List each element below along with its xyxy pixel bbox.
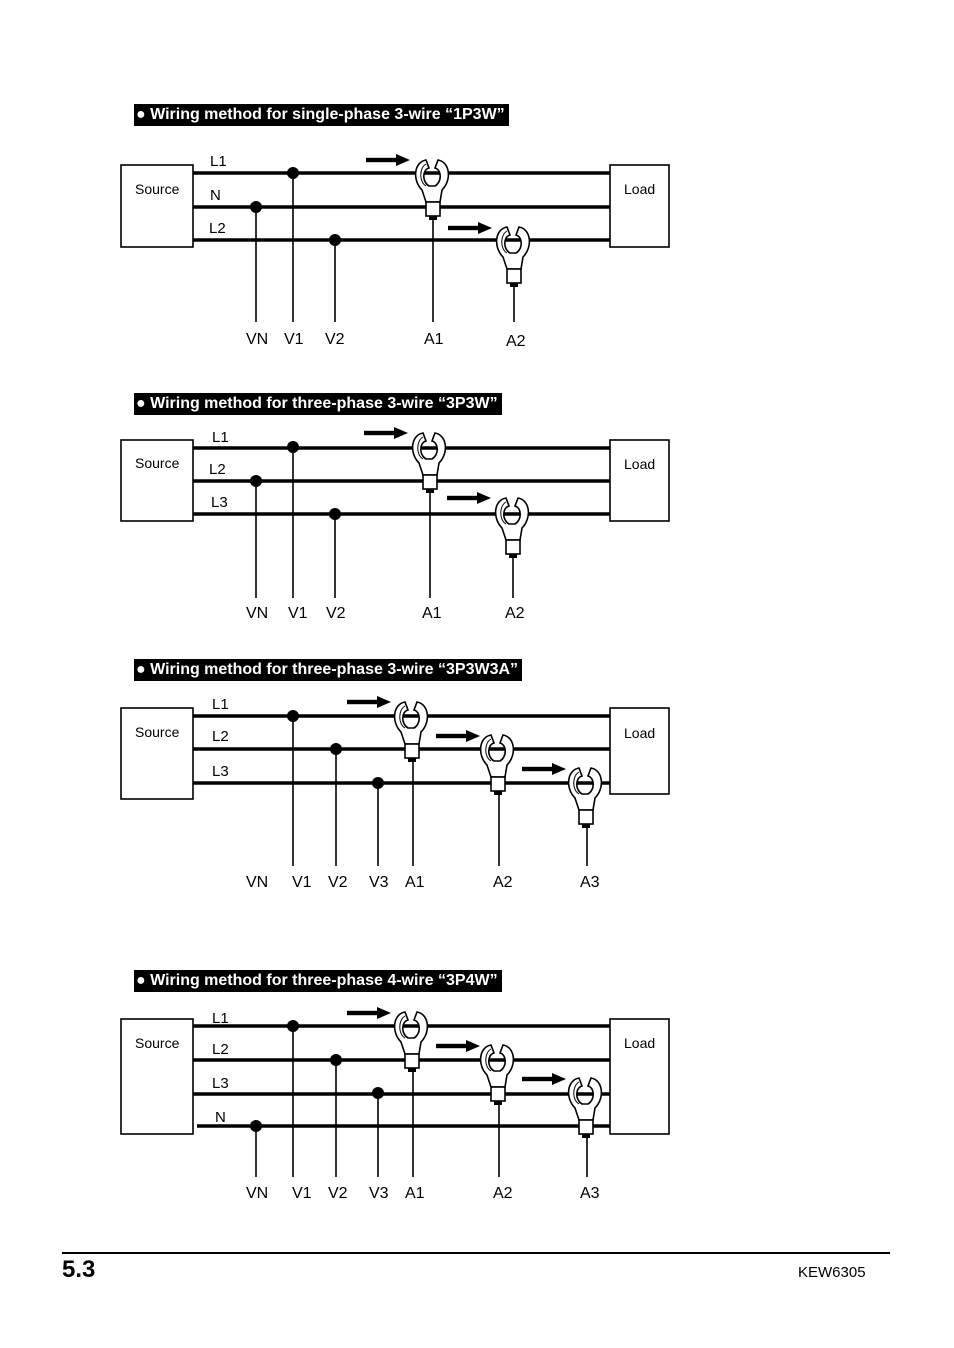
current-arrow (366, 154, 410, 166)
clamp-sensor-icon (395, 1012, 428, 1072)
diagram-3p4w (121, 1007, 669, 1202)
load-label: Load (624, 181, 656, 197)
clamp-sensor-icon (413, 433, 446, 493)
load-box (610, 165, 669, 247)
current-arrow (522, 763, 566, 775)
source-label: Source (135, 455, 180, 471)
probe-label: A2 (506, 333, 526, 350)
clamp-sensor-icon (569, 1078, 602, 1138)
current-arrow (436, 730, 480, 742)
line-label: L3 (212, 763, 229, 780)
junction-dot (250, 201, 262, 213)
junction-dot (250, 475, 262, 487)
probe-label: A2 (505, 605, 525, 622)
probe-label: V2 (325, 331, 345, 348)
probe-label: A2 (493, 874, 513, 891)
line-label: L2 (212, 728, 229, 745)
junction-dot (329, 234, 341, 246)
line-label: N (210, 187, 221, 204)
source-label: Source (135, 724, 180, 740)
line-label: L2 (209, 220, 226, 237)
junction-dot (372, 777, 384, 789)
junction-dot (287, 167, 299, 179)
probe-label: V2 (326, 605, 346, 622)
line-label: L3 (211, 494, 228, 511)
load-box (610, 708, 669, 794)
probe-label: A3 (580, 874, 600, 891)
section-title-1p3w: ● Wiring method for single-phase 3-wire “1P3W” (134, 104, 509, 126)
source-label: Source (135, 1035, 180, 1051)
line-label: L1 (212, 1010, 229, 1027)
model-name: KEW6305 (798, 1264, 866, 1281)
current-arrow (347, 1007, 391, 1019)
probe-label: A1 (405, 874, 425, 891)
clamp-sensor-icon (569, 768, 602, 828)
probe-label: V2 (328, 1185, 348, 1202)
probe-label: VN (246, 605, 269, 622)
clamp-sensor-icon (395, 702, 428, 762)
line-label: L3 (212, 1075, 229, 1092)
current-arrow (364, 427, 408, 439)
source-box (121, 440, 193, 521)
current-arrow (448, 222, 492, 234)
line-label: L2 (212, 1041, 229, 1058)
clamp-sensor-icon (416, 160, 449, 220)
probe-label: V3 (369, 1185, 389, 1202)
junction-dot (330, 743, 342, 755)
load-box (610, 440, 669, 521)
junction-dot (287, 1020, 299, 1032)
junction-dot (330, 1054, 342, 1066)
probe-label: V1 (292, 874, 312, 891)
page-number: 5.3 (62, 1256, 96, 1283)
probe-label: A1 (405, 1185, 425, 1202)
footer-divider (62, 1252, 890, 1254)
probe-label: A1 (422, 605, 442, 622)
junction-dot (287, 441, 299, 453)
line-label: L1 (212, 696, 229, 713)
junction-dot (329, 508, 341, 520)
load-label: Load (624, 456, 656, 472)
probe-label: V3 (369, 874, 389, 891)
source-box (121, 165, 193, 247)
probe-label: A2 (493, 1185, 513, 1202)
junction-dot (372, 1087, 384, 1099)
line-label: L1 (210, 153, 227, 170)
line-label: L2 (209, 461, 226, 478)
current-arrow (436, 1040, 480, 1052)
current-arrow (522, 1073, 566, 1085)
diagram-3p3w (121, 427, 669, 622)
probe-label: VN (246, 331, 269, 348)
source-box (121, 708, 193, 799)
line-label: N (215, 1109, 226, 1126)
current-arrow (347, 696, 391, 708)
line-label: L1 (212, 429, 229, 446)
clamp-sensor-icon (496, 498, 529, 558)
probe-label: V1 (284, 331, 304, 348)
section-title-3p4w: ● Wiring method for three-phase 4-wire “3P4W” (134, 970, 502, 992)
probe-label: A1 (424, 331, 444, 348)
load-label: Load (624, 1035, 656, 1051)
probe-label: VN (246, 874, 269, 891)
clamp-sensor-icon (481, 1045, 514, 1105)
probe-label: V2 (328, 874, 348, 891)
load-label: Load (624, 725, 656, 741)
probe-label: V1 (292, 1185, 312, 1202)
junction-dot (287, 710, 299, 722)
junction-dot (250, 1120, 262, 1132)
section-title-3p3w: ● Wiring method for three-phase 3-wire “3P3W” (134, 393, 502, 415)
current-arrow (447, 492, 491, 504)
diagram-3p3w3a (121, 696, 669, 891)
clamp-sensor-icon (497, 227, 530, 287)
probe-label: A3 (580, 1185, 600, 1202)
section-title-3p3w3a: ● Wiring method for three-phase 3-wire “3P3W3A” (134, 659, 522, 681)
probe-label: V1 (288, 605, 308, 622)
diagram-1p3w (121, 153, 669, 350)
probe-label: VN (246, 1185, 269, 1202)
clamp-sensor-icon (481, 735, 514, 795)
source-label: Source (135, 181, 180, 197)
